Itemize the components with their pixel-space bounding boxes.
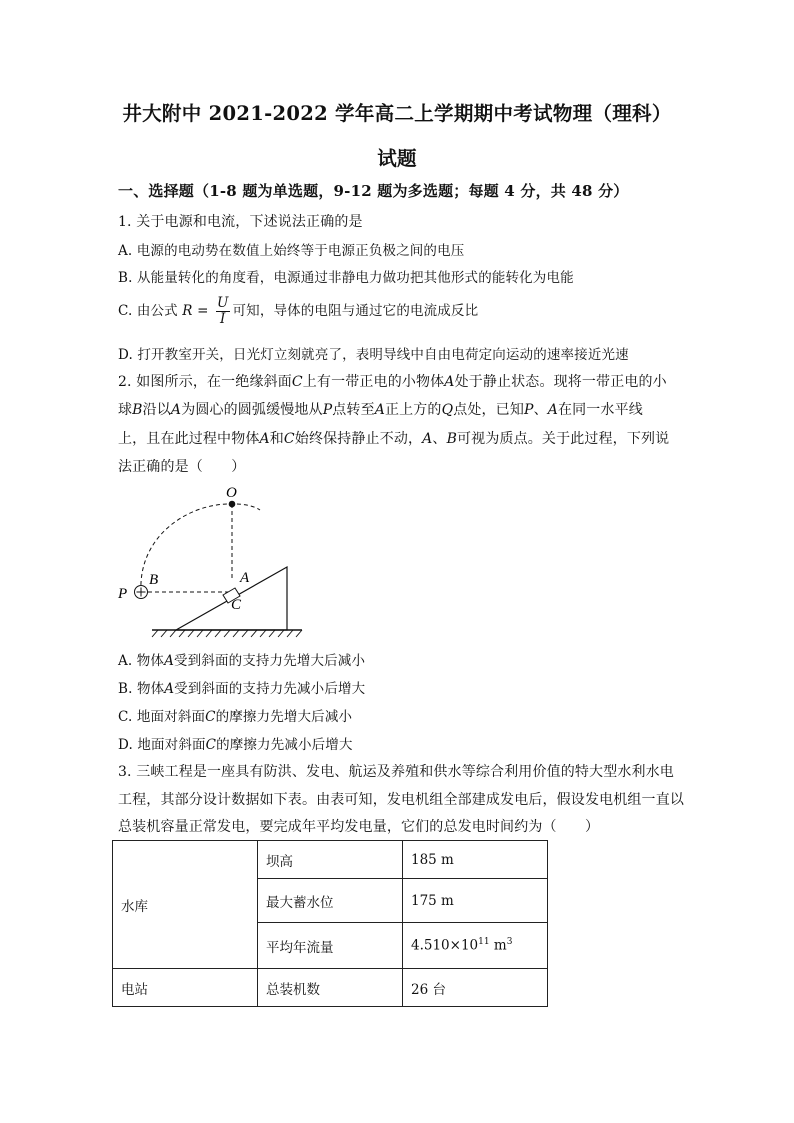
table-row <box>113 841 548 879</box>
q1-option-c-prefix: C. 由公式 <box>118 303 178 319</box>
var-b: B <box>132 402 143 418</box>
var-q: Q <box>441 402 454 418</box>
q1-option-c-suffix: 可知，导体的电阻与通过它的电流成反比 <box>232 303 479 319</box>
var-a: A <box>259 431 270 447</box>
page-title-line2: 试题 <box>377 147 417 170</box>
var-a: A <box>547 402 558 418</box>
q2-stem-line2 <box>118 399 643 419</box>
var-a: A <box>422 431 433 447</box>
q2-option-c <box>118 705 352 725</box>
text: B. 物体 <box>118 681 165 697</box>
table-cell-value: 26 台 <box>403 969 548 1007</box>
var-a: A <box>170 402 182 418</box>
text: 可视为质点。关于此过程，下列说 <box>457 431 670 447</box>
var-p: P <box>322 402 333 418</box>
label-o: O <box>226 485 237 501</box>
table-cell-label: 坝高 <box>258 841 403 879</box>
value-unit: m <box>489 937 507 954</box>
q2-stem-line4: 法正确的是（ ） <box>118 459 246 475</box>
text: 点处，已知 <box>453 402 524 418</box>
formula-eq: = <box>192 303 213 319</box>
text: 在同一水平线 <box>557 402 643 418</box>
text: D. 地面对斜面 <box>118 737 206 753</box>
text: 点转至 <box>332 402 375 418</box>
var-a: A <box>374 402 385 418</box>
page-title: 井大附中 2021-2022 学年高二上学期期中考试物理（理科） <box>122 102 672 125</box>
data-table <box>112 840 548 1007</box>
text: 的摩擦力先增大后减小 <box>215 709 353 725</box>
text: 始终保持静止不动， <box>294 431 423 447</box>
label-c: C <box>231 597 242 613</box>
text: 上，且在此过程中物体 <box>118 431 260 447</box>
point-o <box>229 501 236 508</box>
text: 上有一带正电的小物体 <box>302 374 445 390</box>
label-a: A <box>240 570 250 586</box>
q1-option-a: A. 电源的电动势在数值上始终等于电源正负极之间的电压 <box>118 243 465 259</box>
text: 、 <box>533 402 548 418</box>
ground-hatching <box>152 630 302 637</box>
q2-option-a <box>118 649 365 669</box>
label-p: P <box>118 586 128 602</box>
table-cell-value: 185 m <box>403 841 548 879</box>
text: 为圆心的圆弧缓慢地从 <box>181 402 323 418</box>
var-p: P <box>523 402 534 418</box>
text: 受到斜面的支持力先减小后增大 <box>174 681 366 697</box>
text: 受到斜面的支持力先增大后减小 <box>174 653 366 669</box>
fraction-numerator: U <box>216 295 229 311</box>
q1-option-d: D. 打开教室开关，日光灯立刻就亮了，表明导线中自由电荷定向运动的速率接近光速 <box>118 347 629 363</box>
text: 和 <box>269 431 284 447</box>
q1-option-b: B. 从能量转化的角度看，电源通过非静电力做功把其他形式的能转化为电能 <box>118 270 574 286</box>
q2-stem-line1 <box>118 371 667 391</box>
var-c: C <box>291 374 303 390</box>
var-c: C <box>283 431 295 447</box>
table-cell-station: 电站 <box>113 969 258 1007</box>
table-cell-value <box>403 923 548 969</box>
var: C <box>205 709 216 725</box>
q2-stem-line3 <box>118 428 669 448</box>
q3-stem-line3: 总装机容量正常发电，要完成年平均发电量，它们的总发电时间约为（ ） <box>118 819 600 835</box>
text: 2. 如图所示，在一绝缘斜面 <box>118 374 292 390</box>
q2-option-b <box>118 677 365 697</box>
q2-figure <box>110 480 320 640</box>
label-b: B <box>149 572 159 588</box>
fraction-denominator: I <box>220 311 226 327</box>
table-cell-label: 最大蓄水位 <box>258 879 403 923</box>
text: A. 物体 <box>118 653 165 669</box>
var: A <box>164 681 175 697</box>
q2-option-d <box>118 733 353 753</box>
formula-r: R <box>182 303 193 319</box>
q1-option-c <box>118 296 478 327</box>
table-cell-reservoir: 水库 <box>113 841 258 969</box>
q3-stem-line2: 工程，其部分设计数据如下表。由表可知，发电机组全部建成发电后，假设发电机组一直以 <box>118 792 684 808</box>
text: C. 地面对斜面 <box>118 709 206 725</box>
table-cell-value: 175 m <box>403 879 548 923</box>
var-a: A <box>444 374 455 390</box>
unit-exponent: 3 <box>506 937 513 948</box>
q3-stem-line1: 3. 三峡工程是一座具有防洪、发电、航运及养殖和供水等综合利用价值的特大型水利水电 <box>118 764 674 780</box>
table-cell-label: 平均年流量 <box>258 923 403 969</box>
q1-stem: 1. 关于电源和电流，下述说法正确的是 <box>118 214 363 230</box>
var-b: B <box>446 431 458 447</box>
table-row <box>113 969 548 1007</box>
section-heading: 一、选择题（1-8 题为单选题，9-12 题为多选题；每题 4 分，共 48 分） <box>118 182 629 200</box>
var: A <box>164 653 174 669</box>
var: C <box>205 737 217 753</box>
value-exponent: 11 <box>478 937 490 948</box>
value-base: 4.510×10 <box>411 937 479 954</box>
text: 正上方的 <box>384 402 442 418</box>
table-cell-label: 总装机数 <box>258 969 403 1007</box>
text: 处于静止状态。现将一带正电的小 <box>454 374 667 390</box>
text: 球 <box>118 402 133 418</box>
formula-fraction <box>216 296 230 327</box>
text: 、 <box>432 431 447 447</box>
text: 沿以 <box>142 402 171 418</box>
text: 的摩擦力先减小后增大 <box>216 737 353 753</box>
